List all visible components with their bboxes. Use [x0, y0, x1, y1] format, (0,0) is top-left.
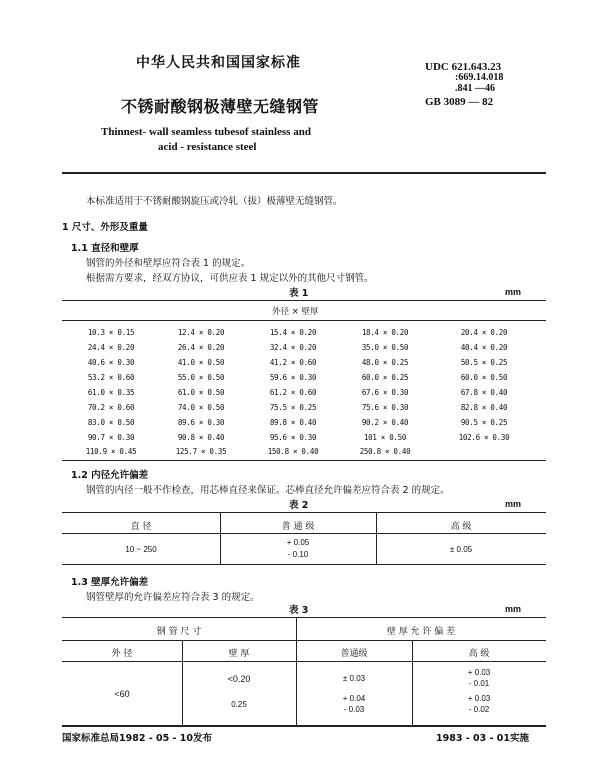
section-1-3-heading: 1.3 壁厚允许偏差	[71, 577, 149, 588]
table-cell: 40.4 × 0.20	[460, 343, 508, 352]
table-cell: 75.5 × 0.25	[269, 403, 317, 412]
title-english-line2: acid - resistance steel	[158, 141, 257, 153]
table3-r1-wall: <0.20	[227, 674, 251, 684]
table3-unit: mm	[505, 604, 522, 614]
table2-diameter-value: 10 ~ 250	[125, 545, 157, 554]
table2-normal-minus: - 0.10	[287, 550, 309, 559]
table-cell: 90.7 × 0.30	[87, 433, 135, 442]
table3-r2-normal-minus: - 0.03	[343, 705, 365, 714]
section-1-1-para1: 钢管的外径和壁厚应符合表 1 的规定。	[86, 258, 251, 269]
scope-paragraph: 本标准适用于不锈耐酸钢旋压或冷轧（拔）极薄壁无缝钢管。	[86, 196, 343, 207]
effective-date: 1983 - 03 - 01实施	[436, 733, 529, 744]
table3-r2-high-plus: + 0.03	[467, 694, 491, 703]
table-cell: 35.0 × 0.50	[361, 343, 409, 352]
table1-header: 外径 × 壁厚	[272, 307, 319, 317]
table1-bottom-rule	[62, 460, 546, 461]
table-cell: 90.5 × 0.25	[460, 418, 508, 427]
table3-r2-high-minus: - 0.02	[468, 705, 490, 714]
table2-unit: mm	[505, 499, 522, 509]
table-cell: 40.6 × 0.30	[87, 358, 135, 367]
section-1-2-heading: 1.2 内径允许偏差	[71, 470, 149, 481]
table3-r2-wall: 0.25	[231, 700, 247, 709]
table-cell: 95.6 × 0.30	[269, 433, 317, 442]
table-cell: 50.5 × 0.25	[460, 358, 508, 367]
section-1-3-para1: 钢管壁厚的允许偏差应符合表 3 的规定。	[86, 592, 260, 603]
table-cell: 26.4 × 0.20	[177, 343, 225, 352]
table3-r1-normal: ± 0.03	[342, 674, 366, 683]
table3-caption: 表 3	[289, 605, 309, 616]
table-cell: 250.8 × 0.40	[359, 447, 411, 456]
table1-header-rule	[62, 320, 546, 321]
header-divider	[62, 172, 546, 174]
table3-mid-rule	[62, 640, 546, 641]
udc-code-line3: .841 —46	[455, 83, 495, 94]
table2-top-rule	[62, 512, 546, 513]
table1-caption: 表 1	[289, 288, 309, 299]
table-cell: 70.2 × 0.60	[87, 403, 135, 412]
table-cell: 41.2 × 0.60	[269, 358, 317, 367]
table-cell: 101 × 0.50	[363, 433, 407, 442]
table-cell: 10.3 × 0.15	[87, 328, 135, 337]
table-cell: 41.0 × 0.50	[177, 358, 225, 367]
table2-header-rule	[62, 533, 546, 534]
standard-org: 中华人民共和国国家标准	[136, 55, 301, 71]
table2-header-diameter: 直 径	[130, 522, 152, 532]
issued-by: 国家标准总局1982 - 05 - 10发布	[62, 733, 212, 744]
table1-unit: mm	[505, 287, 522, 297]
table-cell: 61.0 × 0.50	[177, 388, 225, 397]
table-cell: 59.6 × 0.30	[269, 373, 317, 382]
table3-header-tolerance: 壁 厚 允 许 偏 差	[386, 627, 456, 637]
section-1-1-heading: 1.1 直径和壁厚	[71, 243, 139, 254]
table2-bottom-rule	[62, 564, 546, 565]
table-cell: 61.0 × 0.35	[87, 388, 135, 397]
table-cell: 15.4 × 0.20	[269, 328, 317, 337]
table-cell: 102.6 × 0.30	[458, 433, 510, 442]
table3-header-wall: 壁 厚	[228, 649, 250, 659]
section-1-1-para2: 根据需方要求，经双方协议，可供应表 1 规定以外的其他尺寸钢管。	[86, 273, 374, 284]
table-cell: 125.7 × 0.35	[175, 447, 227, 456]
table3-header-normal: 普通级	[340, 649, 368, 659]
gb-number: GB 3089 — 82	[425, 96, 494, 108]
table3-r1-high-plus: + 0.03	[467, 668, 491, 677]
table-cell: 89.8 × 0.40	[269, 418, 317, 427]
table-cell: 83.0 × 0.50	[87, 418, 135, 427]
table2-header-normal: 普 通 级	[281, 522, 315, 532]
table3-r1-high-minus: - 0.01	[468, 679, 490, 688]
footer-rule	[62, 725, 546, 727]
table-cell: 89.6 × 0.30	[177, 418, 225, 427]
table-cell: 90.8 × 0.40	[177, 433, 225, 442]
table-cell: 67.6 × 0.30	[361, 388, 409, 397]
udc-code-line1: UDC 621.643.23	[425, 61, 502, 73]
table-cell: 67.8 × 0.40	[460, 388, 508, 397]
table-cell: 24.4 × 0.20	[87, 343, 135, 352]
table-cell: 82.8 × 0.40	[460, 403, 508, 412]
section-1-2-para1: 钢管的内径一般不作检查，用芯棒直径来保证。芯棒直径允许偏差应符合表 2 的规定。	[86, 485, 450, 496]
table-cell: 60.0 × 0.25	[361, 373, 409, 382]
table2-normal-plus: + 0.05	[286, 538, 310, 547]
table3-header-rule	[62, 661, 546, 662]
table1-top-rule	[62, 300, 546, 301]
table-cell: 20.4 × 0.20	[460, 328, 508, 337]
table-cell: 18.4 × 0.20	[361, 328, 409, 337]
table2-high-value: ± 0.05	[449, 545, 473, 554]
table3-header-high: 高 级	[468, 649, 490, 659]
section-1-heading: 1 尺寸、外形及重量	[62, 222, 148, 233]
table-cell: 75.6 × 0.30	[361, 403, 409, 412]
table-cell: 53.2 × 0.60	[87, 373, 135, 382]
table-cell: 74.0 × 0.50	[177, 403, 225, 412]
table-cell: 32.4 × 0.20	[269, 343, 317, 352]
table-cell: 48.0 × 0.25	[361, 358, 409, 367]
table2-header-high: 高 级	[450, 522, 472, 532]
table-cell: 110.9 × 0.45	[85, 447, 137, 456]
table2-caption: 表 2	[289, 500, 309, 511]
table3-header-od: 外 径	[111, 649, 133, 659]
table3-top-rule	[62, 617, 546, 618]
table-cell: 90.2 × 0.40	[361, 418, 409, 427]
table3-header-size: 钢 管 尺 寸	[156, 627, 202, 637]
table-cell: 55.0 × 0.50	[177, 373, 225, 382]
table-cell: 60.0 × 0.50	[460, 373, 508, 382]
table-cell: 12.4 × 0.20	[177, 328, 225, 337]
title-english-line1: Thinnest- wall seamless tubesof stainless and	[101, 126, 311, 138]
table-cell: 150.8 × 0.40	[267, 447, 319, 456]
table-cell: 61.2 × 0.60	[269, 388, 317, 397]
document-title: 不锈耐酸钢极薄壁无缝钢管	[121, 97, 320, 116]
table3-r2-normal-plus: + 0.04	[342, 694, 366, 703]
udc-code-line2: :669.14.018	[455, 72, 504, 83]
table3-od-value: <60	[114, 689, 130, 699]
